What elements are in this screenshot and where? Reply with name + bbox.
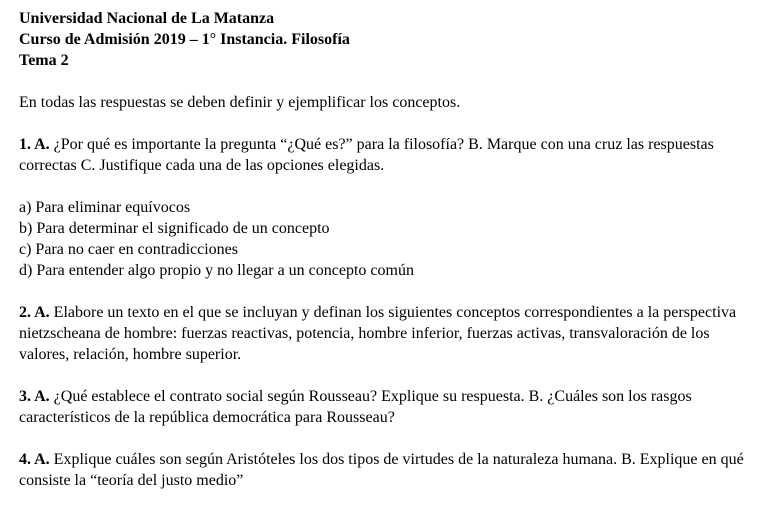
- answer-option-c: c) Para no caer en contradicciones: [19, 241, 238, 258]
- question-body: ¿Por qué es importante la pregunta “¿Qué es?” para la filosofía? B. Marque con una cruz las respuestas correctas C. Justifique cada una de las opciones elegidas.: [19, 136, 714, 174]
- question-text: [19, 386, 749, 428]
- question-body: Elabore un texto en el que se incluyan y definan los siguientes conceptos correspondientes a la perspectiva nietzscheana de hombre: fuerzas reactivas, potencia, hombre inferior, fuerzas activas, transvaloración de los valores, relación, hombre superior.: [19, 304, 737, 363]
- answer-option-a: a) Para eliminar equívocos: [19, 199, 191, 216]
- university-name: Universidad Nacional de La Matanza: [19, 10, 275, 27]
- question-number: 4. A.: [19, 451, 50, 468]
- instructions: En todas las respuestas se deben definir y ejemplificar los conceptos.: [19, 94, 461, 111]
- question-number: 2. A.: [19, 304, 50, 321]
- exam-topic: Tema 2: [19, 52, 69, 69]
- question-number: 1. A.: [19, 136, 50, 153]
- question-2: [19, 302, 749, 365]
- question-number: 3. A.: [19, 388, 50, 405]
- question-1: [19, 134, 749, 281]
- question-text: [19, 134, 749, 176]
- question-text: [19, 449, 749, 491]
- answer-options: [19, 197, 749, 281]
- answer-option-d: d) Para entender algo propio y no llegar a un concepto común: [19, 262, 414, 279]
- question-text: [19, 302, 749, 365]
- exam-header: [19, 8, 749, 71]
- question-4: [19, 449, 749, 491]
- question-body: Explique cuáles son según Aristóteles los dos tipos de virtudes de la naturaleza humana. B. Explique en qué consiste la “teoría del justo medio”: [19, 451, 744, 489]
- answer-option-b: b) Para determinar el significado de un concepto: [19, 220, 330, 237]
- question-body: ¿Qué establece el contrato social según Rousseau? Explique su respuesta. B. ¿Cuáles son los rasgos característicos de la república democrática para Rousseau?: [19, 388, 692, 426]
- course-title: Curso de Admisión 2019 – 1° Instancia. Filosofía: [19, 31, 350, 48]
- question-3: [19, 386, 749, 428]
